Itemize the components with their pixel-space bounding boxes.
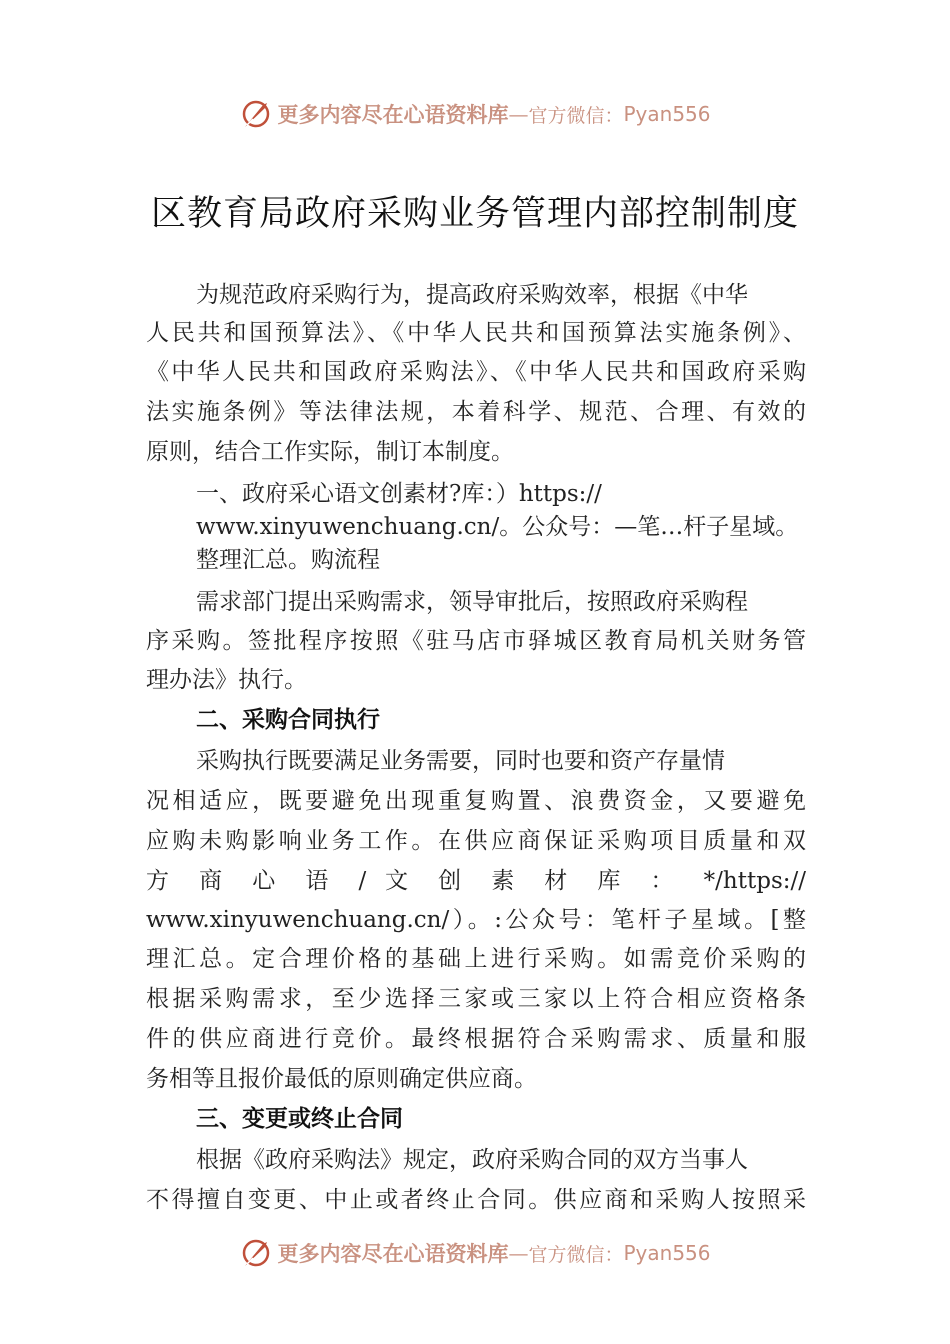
section2-para-line-6: 理汇总。定合理价格的基础上进行采购。如需竞价采购的: [146, 946, 806, 972]
banner-wechat-id: Pyan556: [623, 1241, 711, 1265]
section2-heading: 二、采购合同执行: [196, 707, 380, 733]
banner-separator: —: [508, 1241, 529, 1265]
section2-para-line-7: 根据采购需求，至少选择三家或三家以上符合相应资格条: [146, 986, 806, 1012]
section1-heading-line-2: www.xinyuwenchuang.cn/。公众号：—笔…杆子星域。: [196, 514, 799, 540]
section2-para-line-1: 采购执行既要满足业务需要，同时也要和资产存量情: [196, 748, 725, 774]
banner-label: 官方微信：: [528, 104, 624, 127]
section2-para-line-2: 况相适应，既要避免出现重复购置、浪费资金，又要避免: [146, 788, 806, 814]
intro-line-4: 法实施条例》等法律法规，本着科学、规范、合理、有效的: [146, 399, 806, 425]
section1-heading-line-3: 整理汇总。购流程: [196, 547, 380, 573]
section1-para-line-2: 序采购。签批程序按照《驻马店市驿城区教育局机关财务管: [146, 628, 806, 654]
section1-para-line-1: 需求部门提出采购需求，领导审批后，按照政府采购程: [196, 589, 748, 615]
header-watermark-banner: [0, 94, 950, 134]
banner-text: 更多内容尽在心语资料库: [277, 1241, 509, 1266]
section2-para-line-4: 方 商 心 语 / 文 创 素 材 库 ： */https://: [146, 868, 806, 894]
document-title: 区教育局政府采购业务管理内部控制制度: [150, 194, 799, 234]
quill-logo-icon: [239, 97, 273, 131]
footer-watermark-banner: [0, 1233, 950, 1273]
quill-logo-icon: [239, 1236, 273, 1270]
banner-separator: —: [508, 102, 529, 126]
intro-line-5: 原则，结合工作实际，制订本制度。: [146, 439, 514, 465]
intro-line-2: 人民共和国预算法》、《中华人民共和国预算法实施条例》、: [146, 320, 806, 346]
section3-para-line-1: 根据《政府采购法》规定，政府采购合同的双方当事人: [196, 1147, 748, 1173]
banner-text: 更多内容尽在心语资料库: [277, 102, 509, 127]
section2-para-line-9: 务相等且报价最低的原则确定供应商。: [146, 1066, 537, 1092]
intro-line-1: 为规范政府采购行为，提高政府采购效率，根据《中华: [196, 282, 748, 308]
section2-para-line-8: 件的供应商进行竞价。最终根据符合采购需求、质量和服: [146, 1026, 806, 1052]
banner-wechat-id: Pyan556: [623, 102, 711, 126]
section3-para-line-2: 不得擅自变更、中止或者终止合同。供应商和采购人按照采: [146, 1187, 806, 1213]
section1-heading-line-1: 一、政府采心语文创素材?库：）https://: [196, 481, 602, 507]
section2-para-line-5: www.xinyuwenchuang.cn/）。:公众号：笔杆子星域。[整: [146, 907, 806, 933]
banner-label: 官方微信：: [528, 1243, 624, 1266]
section3-heading: 三、变更或终止合同: [196, 1106, 403, 1132]
section2-para-line-3: 应购未购影响业务工作。在供应商保证采购项目质量和双: [146, 828, 806, 854]
intro-line-3: 《中华人民共和国政府采购法》、《中华人民共和国政府采购: [146, 359, 806, 385]
section1-para-line-3: 理办法》执行。: [146, 667, 307, 693]
